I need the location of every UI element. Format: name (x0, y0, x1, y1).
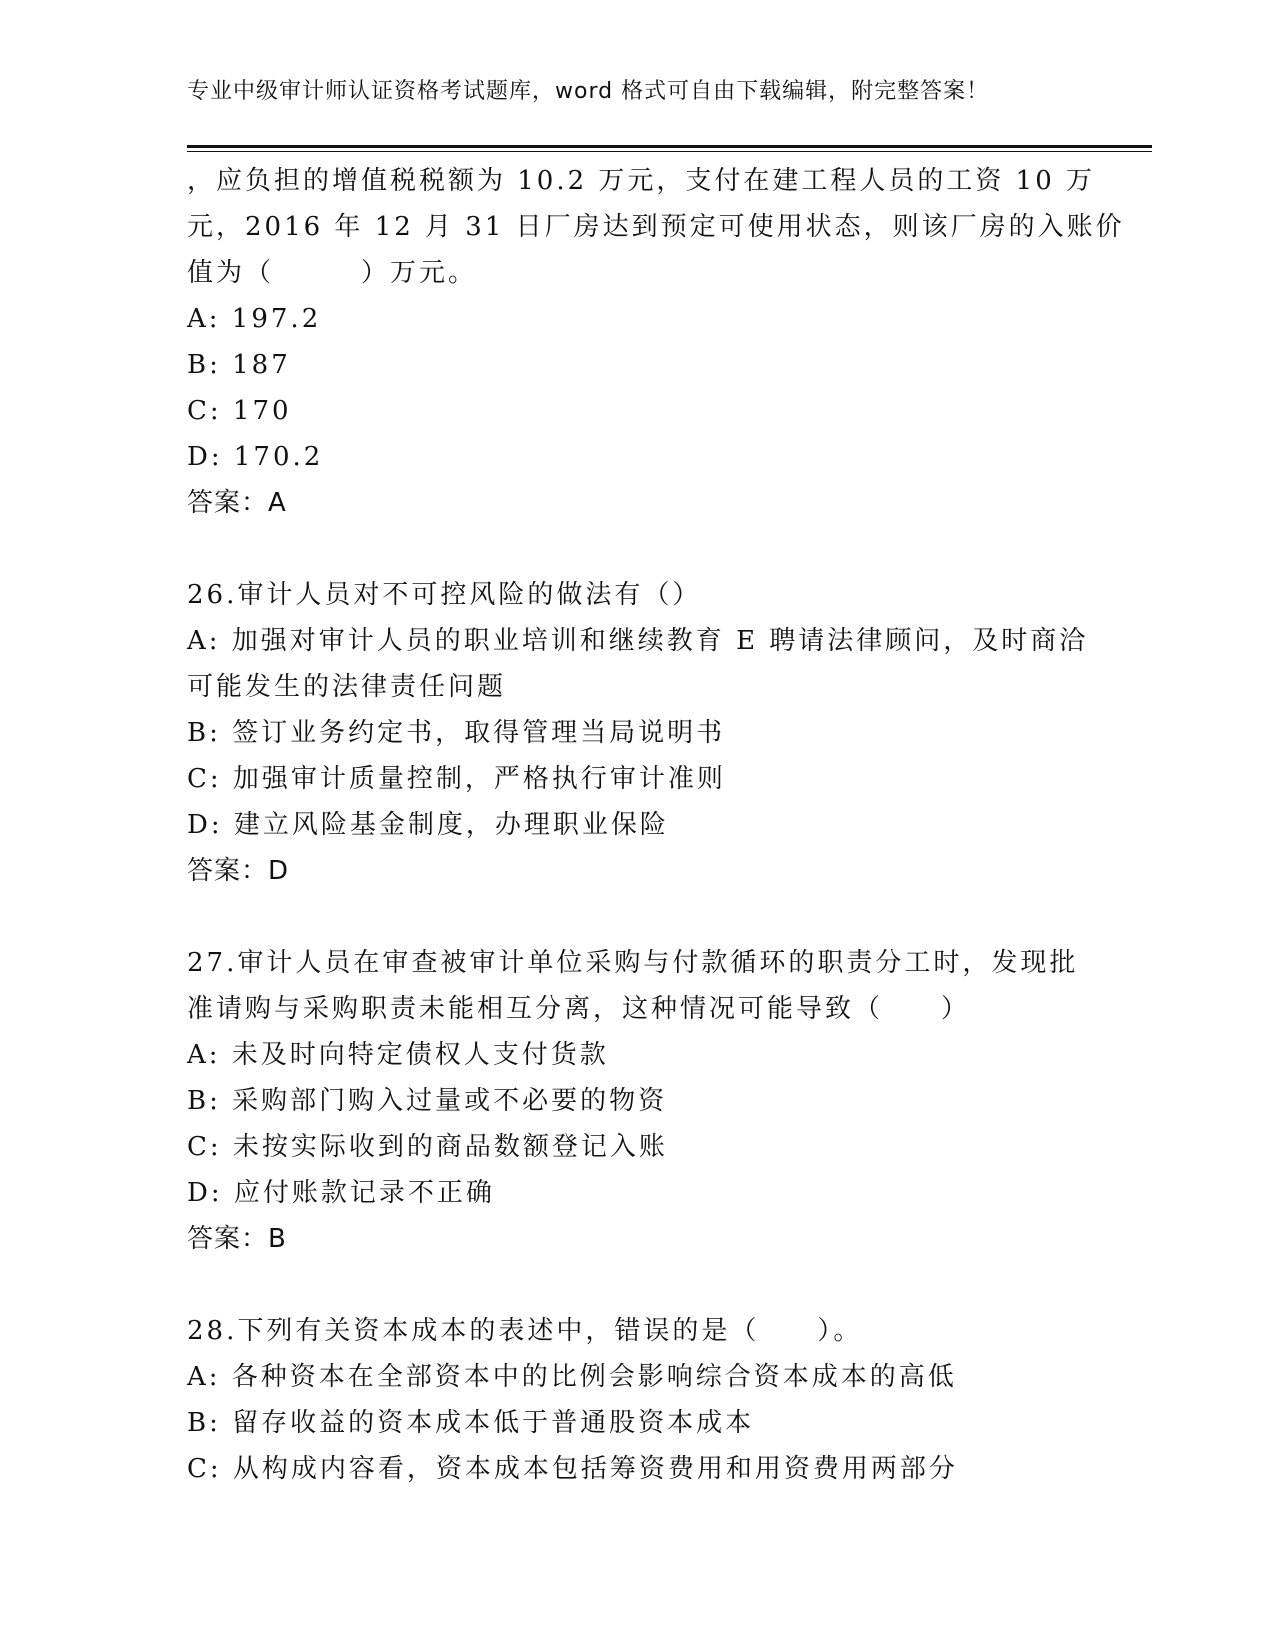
option-b: B: 留存收益的资本成本低于普通股资本成本 (187, 1408, 755, 1438)
question-content (187, 158, 1125, 1492)
option-d: D: 建立风险基金制度，办理职业保险 (187, 810, 669, 840)
question-stem: 准请购与采购职责未能相互分离，这种情况可能导致（ ） (187, 994, 971, 1024)
question-text-line: 值为（ ）万元。 (187, 258, 478, 288)
spacer (187, 526, 1087, 572)
question-28 (187, 1308, 1087, 1492)
option-a: A: 加强对审计人员的职业培训和继续教育 E 聘请法律顾问，及时商洽 (187, 626, 1089, 656)
question-stem: 27.审计人员在审查被审计单位采购与付款循环的职责分工时，发现批 (187, 948, 1079, 978)
question-stem: 26.审计人员对不可控风险的做法有（） (187, 580, 702, 610)
answer-line: 答案：D (187, 856, 290, 886)
answer-line: 答案：A (187, 488, 287, 518)
option-b: B: 采购部门购入过量或不必要的物资 (187, 1086, 668, 1116)
option-c: C: 170 (187, 396, 292, 426)
option-a: A: 197.2 (187, 304, 322, 334)
option-a-continued: 可能发生的法律责任问题 (187, 672, 507, 702)
header-rule-thick (187, 145, 1152, 148)
question-text-line: ，应负担的增值税税额为 10.2 万元，支付在建工程人员的工资 10 万 (187, 166, 1096, 196)
option-d: D: 应付账款记录不正确 (187, 1178, 495, 1208)
option-c: C: 未按实际收到的商品数额登记入账 (187, 1132, 668, 1162)
question-text-line: 元，2016 年 12 月 31 日厂房达到预定可使用状态，则该厂房的入账价 (187, 212, 1125, 242)
answer-line: 答案：B (187, 1224, 287, 1254)
question-stem: 28.下列有关资本成本的表述中，错误的是（ ）。 (187, 1316, 863, 1346)
option-c: C: 从构成内容看，资本成本包括筹资费用和用资费用两部分 (187, 1454, 958, 1484)
spacer (187, 894, 1087, 940)
option-b: B: 签订业务约定书，取得管理当局说明书 (187, 718, 726, 748)
question-26 (187, 572, 1087, 894)
page-header: 专业中级审计师认证资格考试题库，word 格式可自由下载编辑，附完整答案！ (187, 79, 990, 104)
option-a: A: 未及时向特定债权人支付货款 (187, 1040, 609, 1070)
spacer (187, 1262, 1087, 1308)
option-a: A: 各种资本在全部资本中的比例会影响综合资本成本的高低 (187, 1362, 957, 1392)
header-rule-thin (187, 151, 1152, 152)
question-25-continuation (187, 158, 1125, 526)
question-27 (187, 940, 1087, 1262)
option-d: D: 170.2 (187, 442, 324, 472)
option-b: B: 187 (187, 350, 291, 380)
option-c: C: 加强审计质量控制，严格执行审计准则 (187, 764, 726, 794)
